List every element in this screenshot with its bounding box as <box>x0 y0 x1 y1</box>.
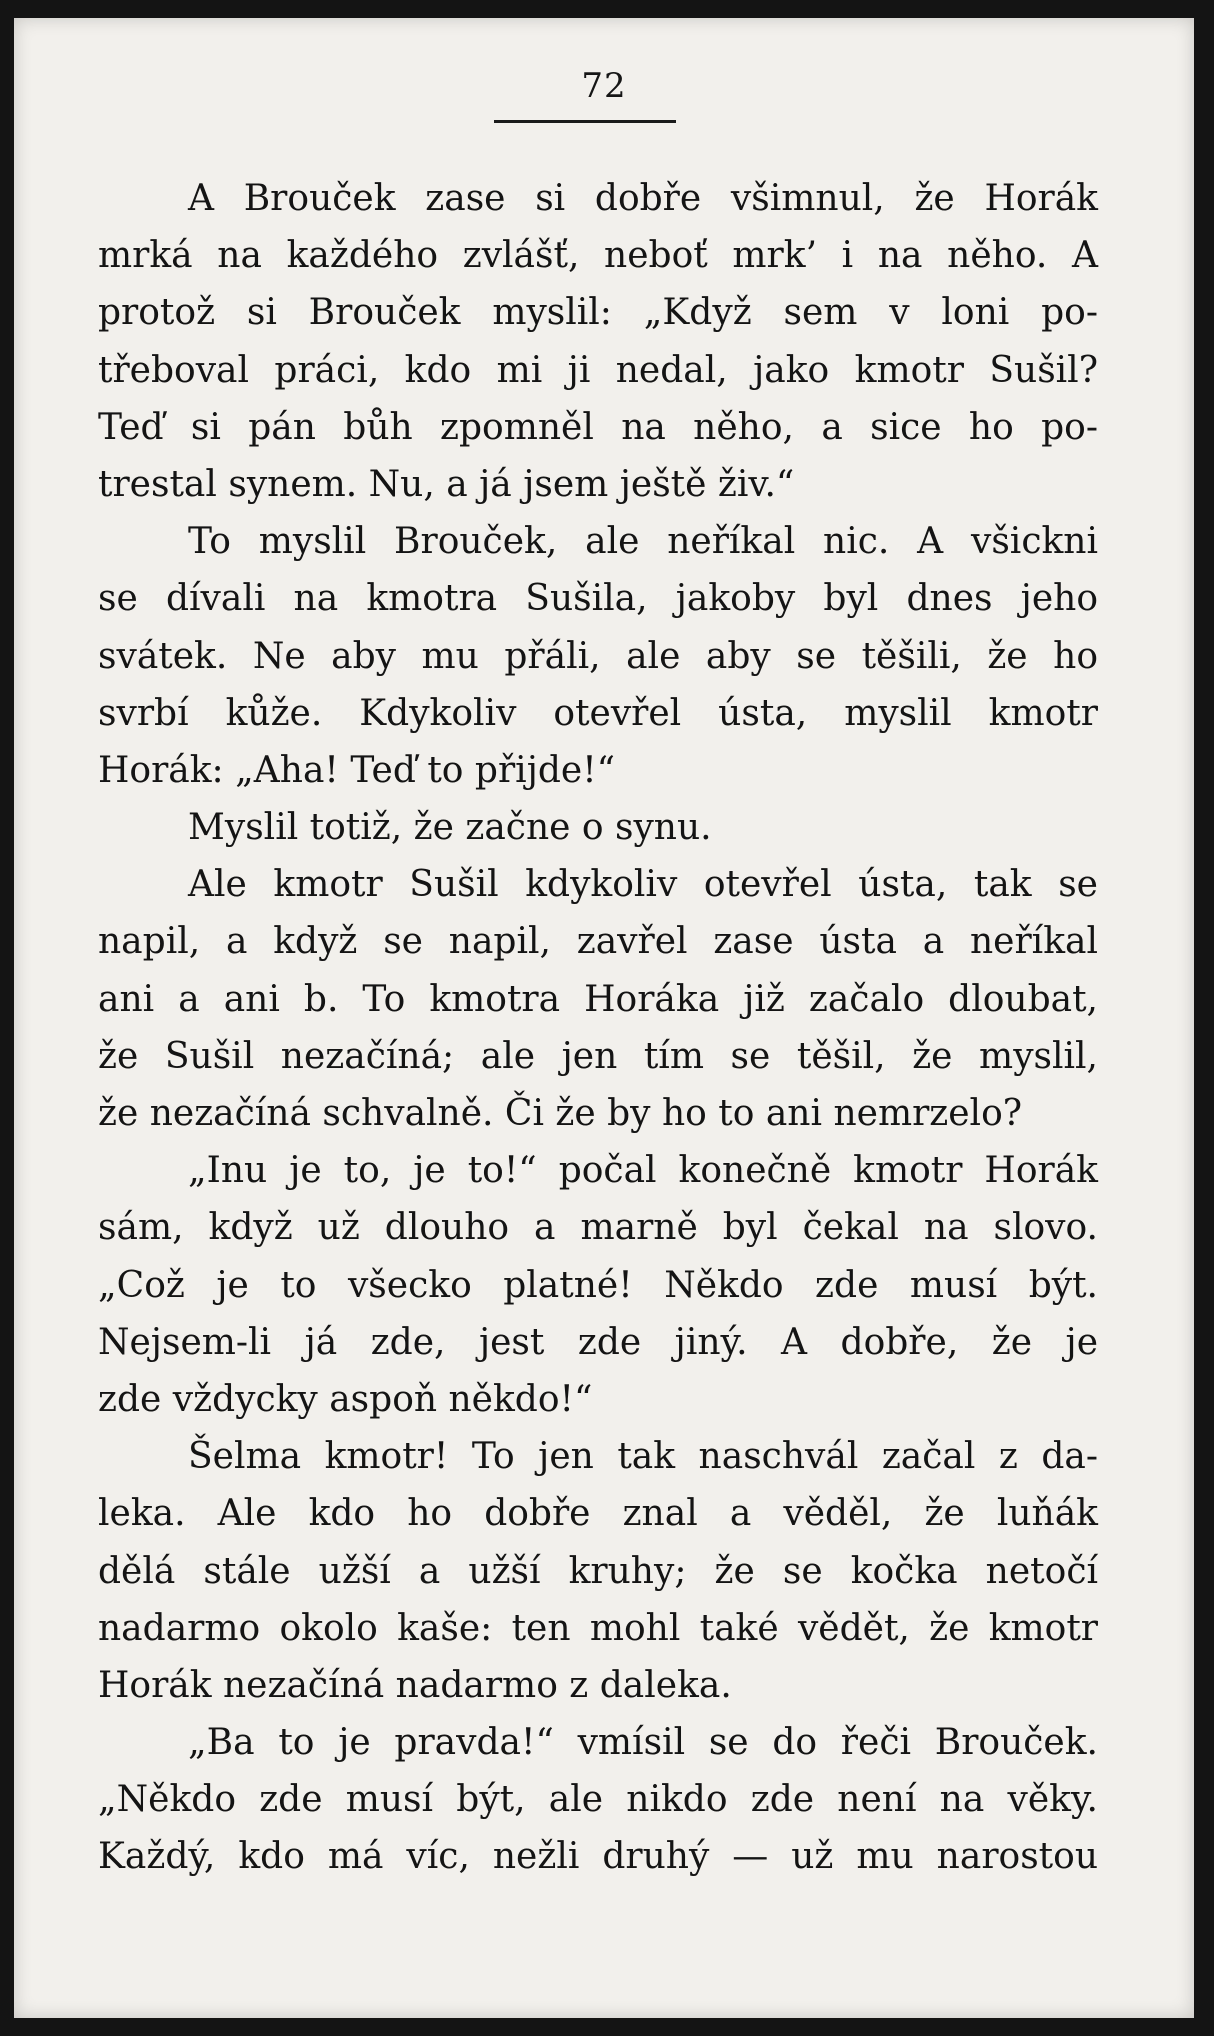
text-line: Teď si pán bůh zpomněl na něho, a sice ho po- <box>98 406 1098 448</box>
text-line: se dívali na kmotra Sušila, jakoby byl dnes jeho <box>98 578 1098 620</box>
text-line: zde vždycky aspoň někdo!“ <box>98 1378 593 1420</box>
text-line: Nejsem-li já zde, jest zde jiný. A dobře, že je <box>98 1321 1098 1363</box>
text-line: „Což je to všecko platné! Někdo zde musí být. <box>98 1264 1098 1306</box>
text-line: Ale kmotr Sušil kdykoliv otevřel ústa, tak se <box>188 864 1098 906</box>
text-line: protož si Brouček myslil: „Když sem v loni po- <box>98 292 1098 334</box>
text-line: To myslil Brouček, ale neříkal nic. A všickni <box>188 521 1098 563</box>
page-number: 72 <box>581 66 627 106</box>
text-line: Horák: „Aha! Teď to přijde!“ <box>98 749 616 791</box>
text-line: A Brouček zase si dobře všimnul, že Horák <box>188 178 1098 219</box>
text-line: třeboval práci, kdo mi ji nedal, jako kmotr Sušil? <box>98 349 1098 391</box>
text-line: Horák nezačíná nadarmo z daleka. <box>98 1664 732 1706</box>
text-line: trestal synem. Nu, a já jsem ještě živ.“ <box>98 463 795 505</box>
text-line: mrká na každého zvlášť, neboť mrk’ i na něho. A <box>98 235 1098 277</box>
text-line: svátek. Ne aby mu přáli, ale aby se těšili, že ho <box>98 635 1098 677</box>
text-line: „Někdo zde musí být, ale nikdo zde není na věky. <box>98 1779 1098 1821</box>
text-line: svrbí kůže. Kdykoliv otevřel ústa, myslil kmotr <box>98 692 1098 734</box>
text-line: Každý, kdo má víc, nežli druhý — už mu narostou <box>98 1836 1098 1878</box>
text-line: dělá stále užší a užší kruhy; že se kočka netočí <box>98 1550 1098 1592</box>
body-text <box>98 170 1098 1886</box>
text-line: „Ba to je pravda!“ vmísil se do řeči Brouček. <box>188 1722 1098 1764</box>
text-line: „Inu je to, je to!“ počal konečně kmotr Horák <box>188 1150 1098 1192</box>
text-line: Šelma kmotr! To jen tak naschvál začal z da- <box>188 1436 1098 1478</box>
text-line: že Sušil nezačíná; ale jen tím se těšil, že myslil, <box>98 1035 1098 1077</box>
book-page <box>14 18 1194 2018</box>
header-rule <box>494 120 676 123</box>
text-line: ani a ani b. To kmotra Horáka již začalo dloubat, <box>98 978 1098 1020</box>
text-line: napil, a když se napil, zavřel zase ústa a neříkal <box>98 921 1098 963</box>
text-line: leka. Ale kdo ho dobře znal a věděl, že luňák <box>98 1493 1098 1535</box>
text-line: Myslil totiž, že začne o synu. <box>188 807 712 849</box>
text-line: že nezačíná schvalně. Či že by ho to ani nemrzelo? <box>98 1093 1023 1134</box>
text-line: sám, když už dlouho a marně byl čekal na slovo. <box>98 1207 1098 1249</box>
text-line: nadarmo okolo kaše: ten mohl také vědět, že kmotr <box>98 1607 1098 1649</box>
